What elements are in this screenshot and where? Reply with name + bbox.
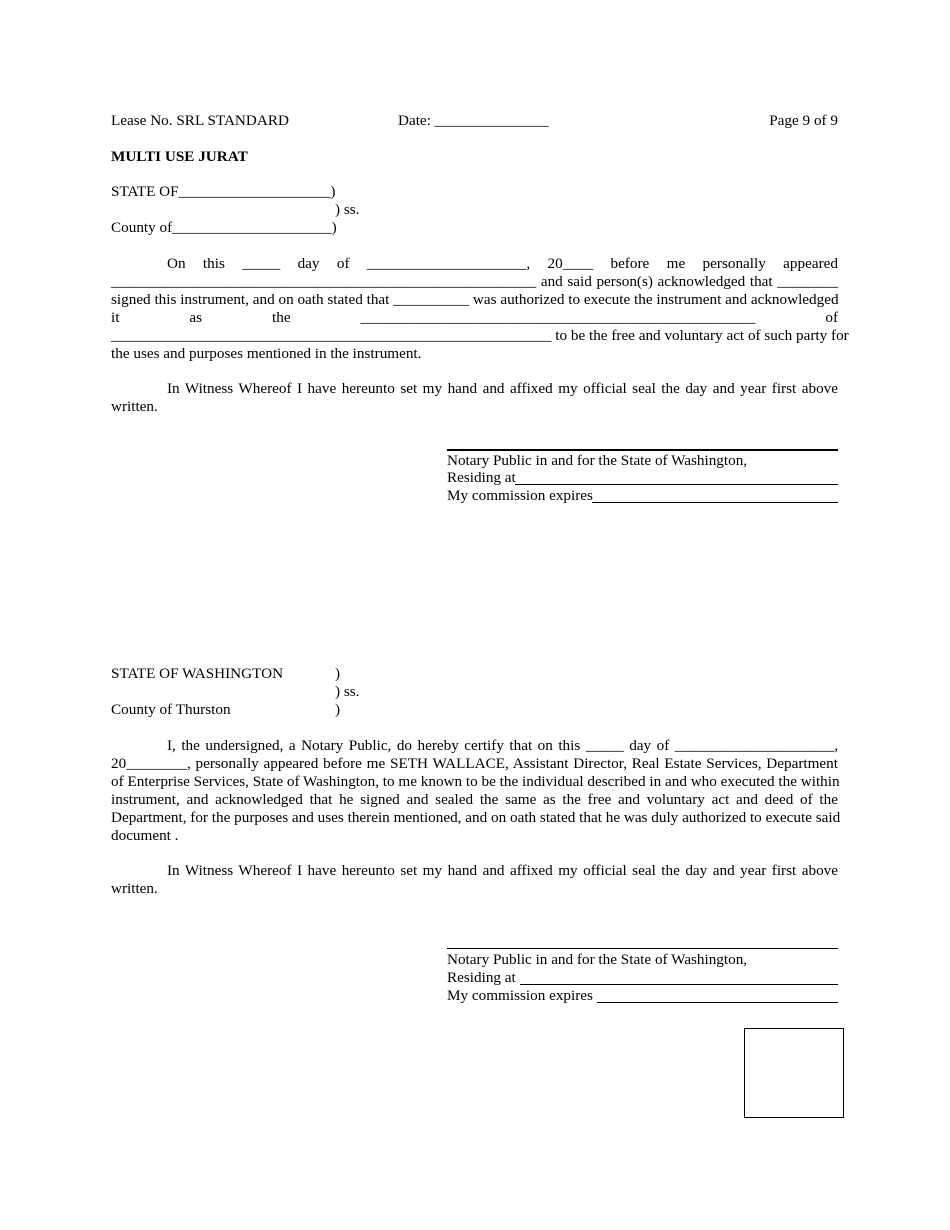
jurat1-witness-line-2: written. <box>111 398 158 415</box>
jurat1-body-line-3: signed this instrument, and on oath stated that __________ was authorized to execute the instrument and acknowledged <box>111 291 839 308</box>
jurat2-body-line-6: document . <box>111 827 179 844</box>
jurat2-commission-label: My commission expires <box>447 987 593 1004</box>
jurat1-witness-line-1: In Witness Whereof I have hereunto set my hand and affixed my official seal the day and year first above <box>167 380 838 397</box>
state-of-line: STATE OF____________________) <box>111 183 336 200</box>
jurat1-signature-line <box>447 449 838 451</box>
jurat1-body-line-5: __________________________________________________________ to be the free and voluntary act of such party for <box>111 327 849 344</box>
jurat1-body-line-1: On this _____ day of _____________________, 20____ before me personally appeared <box>167 255 838 272</box>
jurat2-body-line-3: of Enterprise Services, State of Washington, to me known to be the individual described in and who executed the within <box>111 773 840 790</box>
jurat1-notary-title: Notary Public in and for the State of Washington, <box>447 452 748 469</box>
jurat2-body-line-5: Department, for the purposes and uses therein mentioned, and on oath stated that he was duly authorized to execute said <box>111 809 841 826</box>
header-date: Date: _______________ <box>398 112 549 129</box>
jurat2-notary-title: Notary Public in and for the State of Washington, <box>447 951 748 968</box>
jurat2-residing-label: Residing at <box>447 969 516 986</box>
jurat1-residing-label: Residing at <box>447 469 516 486</box>
jurat2-body-line-4: instrument, and acknowledged that he signed and sealed the same as the free and voluntary act and deed of the <box>111 791 838 808</box>
jurat1-body-line-2: ________________________________________________________ and said person(s) acknowledged that ________ <box>111 273 838 290</box>
jurat2-residing-line <box>520 984 838 985</box>
jurat2-body-line-2: 20________, personally appeared before me SETH WALLACE, Assistant Director, Real Estate Services, Department <box>111 755 838 772</box>
state-paren: ) <box>335 665 341 682</box>
jurat1-residing-line <box>515 484 838 485</box>
jurat-title: MULTI USE JURAT <box>111 148 248 165</box>
jurat2-witness-line-2: written. <box>111 880 158 897</box>
ss-label: ) ss. <box>335 201 360 218</box>
jurat2-witness-line-1: In Witness Whereof I have hereunto set my hand and affixed my official seal the day and year first above <box>167 862 838 879</box>
jurat1-commission-line <box>592 502 838 503</box>
county-paren: ) <box>335 701 341 718</box>
jurat2-commission-line <box>597 1002 838 1003</box>
lease-number: Lease No. SRL STANDARD <box>111 112 289 129</box>
jurat1-body-line-4: it as the ____________________________________________________ of <box>111 309 838 326</box>
notary-seal-box <box>744 1028 844 1118</box>
jurat2-body-line-1: I, the undersigned, a Notary Public, do hereby certify that on this _____ day of _____________________, <box>167 737 838 754</box>
ss-label-2: ) ss. <box>335 683 360 700</box>
jurat1-body-line-6: the uses and purposes mentioned in the instrument. <box>111 345 422 362</box>
state-of-washington: STATE OF WASHINGTON <box>111 665 284 682</box>
page-number: Page 9 of 9 <box>769 112 838 129</box>
jurat1-commission-label: My commission expires <box>447 487 593 504</box>
jurat2-signature-line <box>447 948 838 949</box>
county-of-thurston: County of Thurston <box>111 701 231 718</box>
county-of-line: County of_____________________) <box>111 219 337 236</box>
